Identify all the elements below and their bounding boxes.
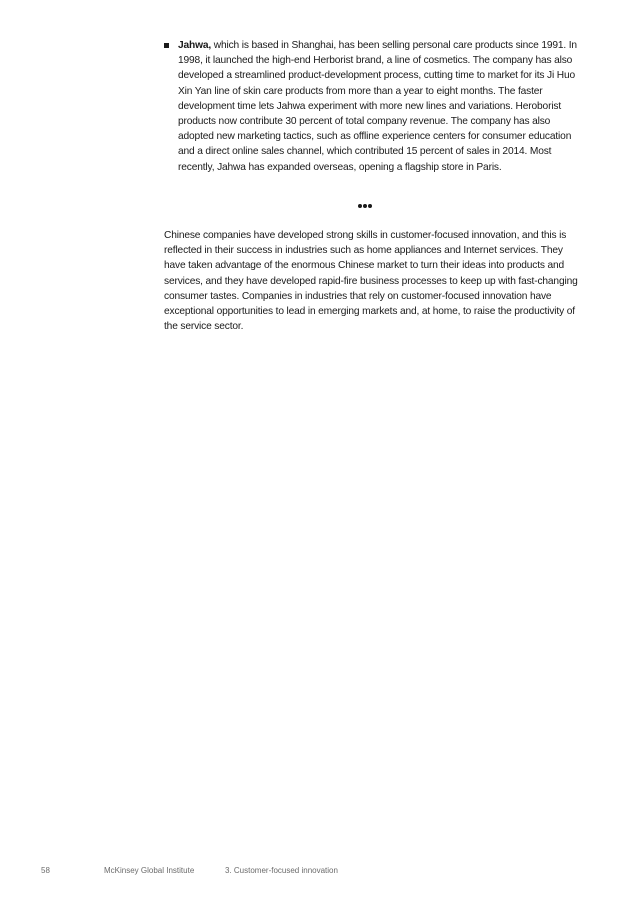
- footer-section-title: 3. Customer-focused innovation: [225, 866, 338, 875]
- footer-page-number: 58: [41, 866, 50, 875]
- bullet-paragraph: [178, 38, 582, 175]
- bullet-body-text: which is based in Shanghai, has been selling personal care products since 1991. In 1998, it launched the high-end Herborist brand, a line of cosmetics. The company has also developed a streamlined product-development process, cutting time to market for its Ji Huo Xin Yan line of skin care products from more than a year to eight months. The faster development time lets Jahwa experiment with more new lines and variations. Heroborist products now contribute 30 percent of total company revenue. The company has also adopted new marketing tactics, such as offline experience centers for consumer education and a direct online sales channel, which contributed 15 percent of sales in 2014. Most recently, Jahwa has expanded overseas, opening a flagship store in Paris.: [178, 40, 577, 173]
- bullet-list-item: [164, 38, 582, 175]
- bullet-lead-term: Jahwa,: [178, 40, 212, 51]
- body-paragraph: Chinese companies have developed strong skills in customer-focused innovation, and this is reflected in their success in industries such as home appliances and Internet services. They have taken advantage of the enormous Chinese market to turn their ideas into products and services, and they have developed rapid-fire business processes to keep up with fast-changing consumer tastes. Companies in industries that rely on customer-focused innovation have exceptional opportunities to lead in emerging markets and, at home, to raise the productivity of the service sector.: [164, 230, 578, 333]
- square-bullet-icon: [164, 43, 169, 48]
- section-separator-dots-icon: [355, 202, 375, 210]
- footer-publisher: McKinsey Global Institute: [104, 866, 195, 875]
